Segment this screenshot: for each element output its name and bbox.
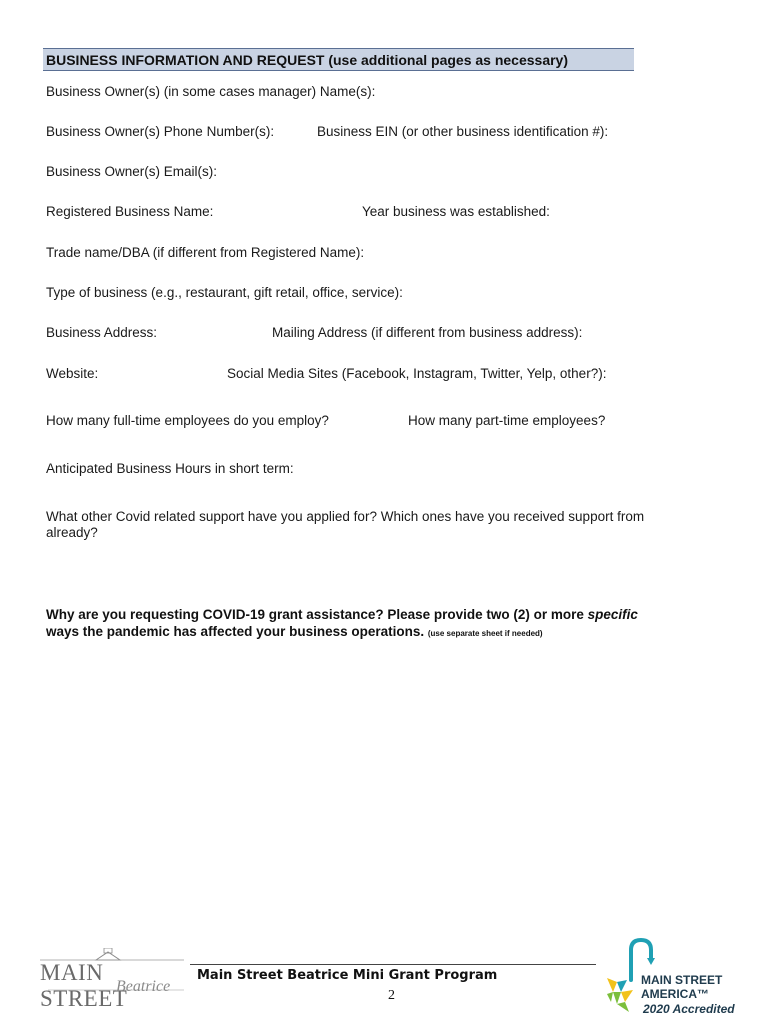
field-year-established: Year business was established: xyxy=(362,204,550,219)
field-covid-support: What other Covid related support have you applied for? Which ones have you received support from already? xyxy=(46,509,645,540)
main-street-beatrice-logo xyxy=(38,948,188,1011)
field-owner-names: Business Owner(s) (in some cases manager) Name(s): xyxy=(46,84,376,99)
logo-right-line1: MAIN STREET xyxy=(641,973,723,987)
grant-reason-question xyxy=(46,606,646,642)
field-full-time-employees: How many full-time employees do you employ? xyxy=(46,413,329,428)
section-header xyxy=(43,48,634,71)
field-social-media: Social Media Sites (Facebook, Instagram, Twitter, Yelp, other?): xyxy=(227,366,607,381)
logo-right-accredited: 2020 Accredited xyxy=(643,1002,735,1016)
main-street-america-logo xyxy=(603,936,743,1018)
field-ein: Business EIN (or other business identification #): xyxy=(317,124,609,139)
logo-right-line2: AMERICA™ xyxy=(641,987,709,1001)
footer-program-title: Main Street Beatrice Mini Grant Program xyxy=(197,968,498,983)
field-trade-name: Trade name/DBA (if different from Registered Name): xyxy=(46,245,365,260)
field-part-time-employees: How many part-time employees? xyxy=(408,413,606,428)
page-number: 2 xyxy=(388,988,395,1003)
section-header-title: BUSINESS INFORMATION AND REQUEST (use additional pages as necessary) xyxy=(46,52,568,68)
field-business-address: Business Address: xyxy=(46,325,158,340)
field-website: Website: xyxy=(46,366,99,381)
field-business-type: Type of business (e.g., restaurant, gift retail, office, service): xyxy=(46,285,403,300)
question-emphasis: specific xyxy=(587,607,638,622)
field-registered-name: Registered Business Name: xyxy=(46,204,214,219)
question-text-2: ways the pandemic has affected your business operations. xyxy=(46,624,428,639)
logo-left-main-text: MAIN STREET xyxy=(40,960,128,1011)
field-owner-email: Business Owner(s) Email(s): xyxy=(46,164,218,179)
field-business-hours: Anticipated Business Hours in short term: xyxy=(46,461,294,476)
logo-left-script-text: Beatrice xyxy=(116,978,171,995)
field-owner-phone: Business Owner(s) Phone Number(s): xyxy=(46,124,275,139)
question-text-1: Why are you requesting COVID-19 grant assistance? Please provide two (2) or more xyxy=(46,607,588,622)
question-note: (use separate sheet if needed) xyxy=(427,629,543,638)
footer-rule xyxy=(190,964,596,965)
field-mailing-address: Mailing Address (if different from business address): xyxy=(272,325,583,340)
